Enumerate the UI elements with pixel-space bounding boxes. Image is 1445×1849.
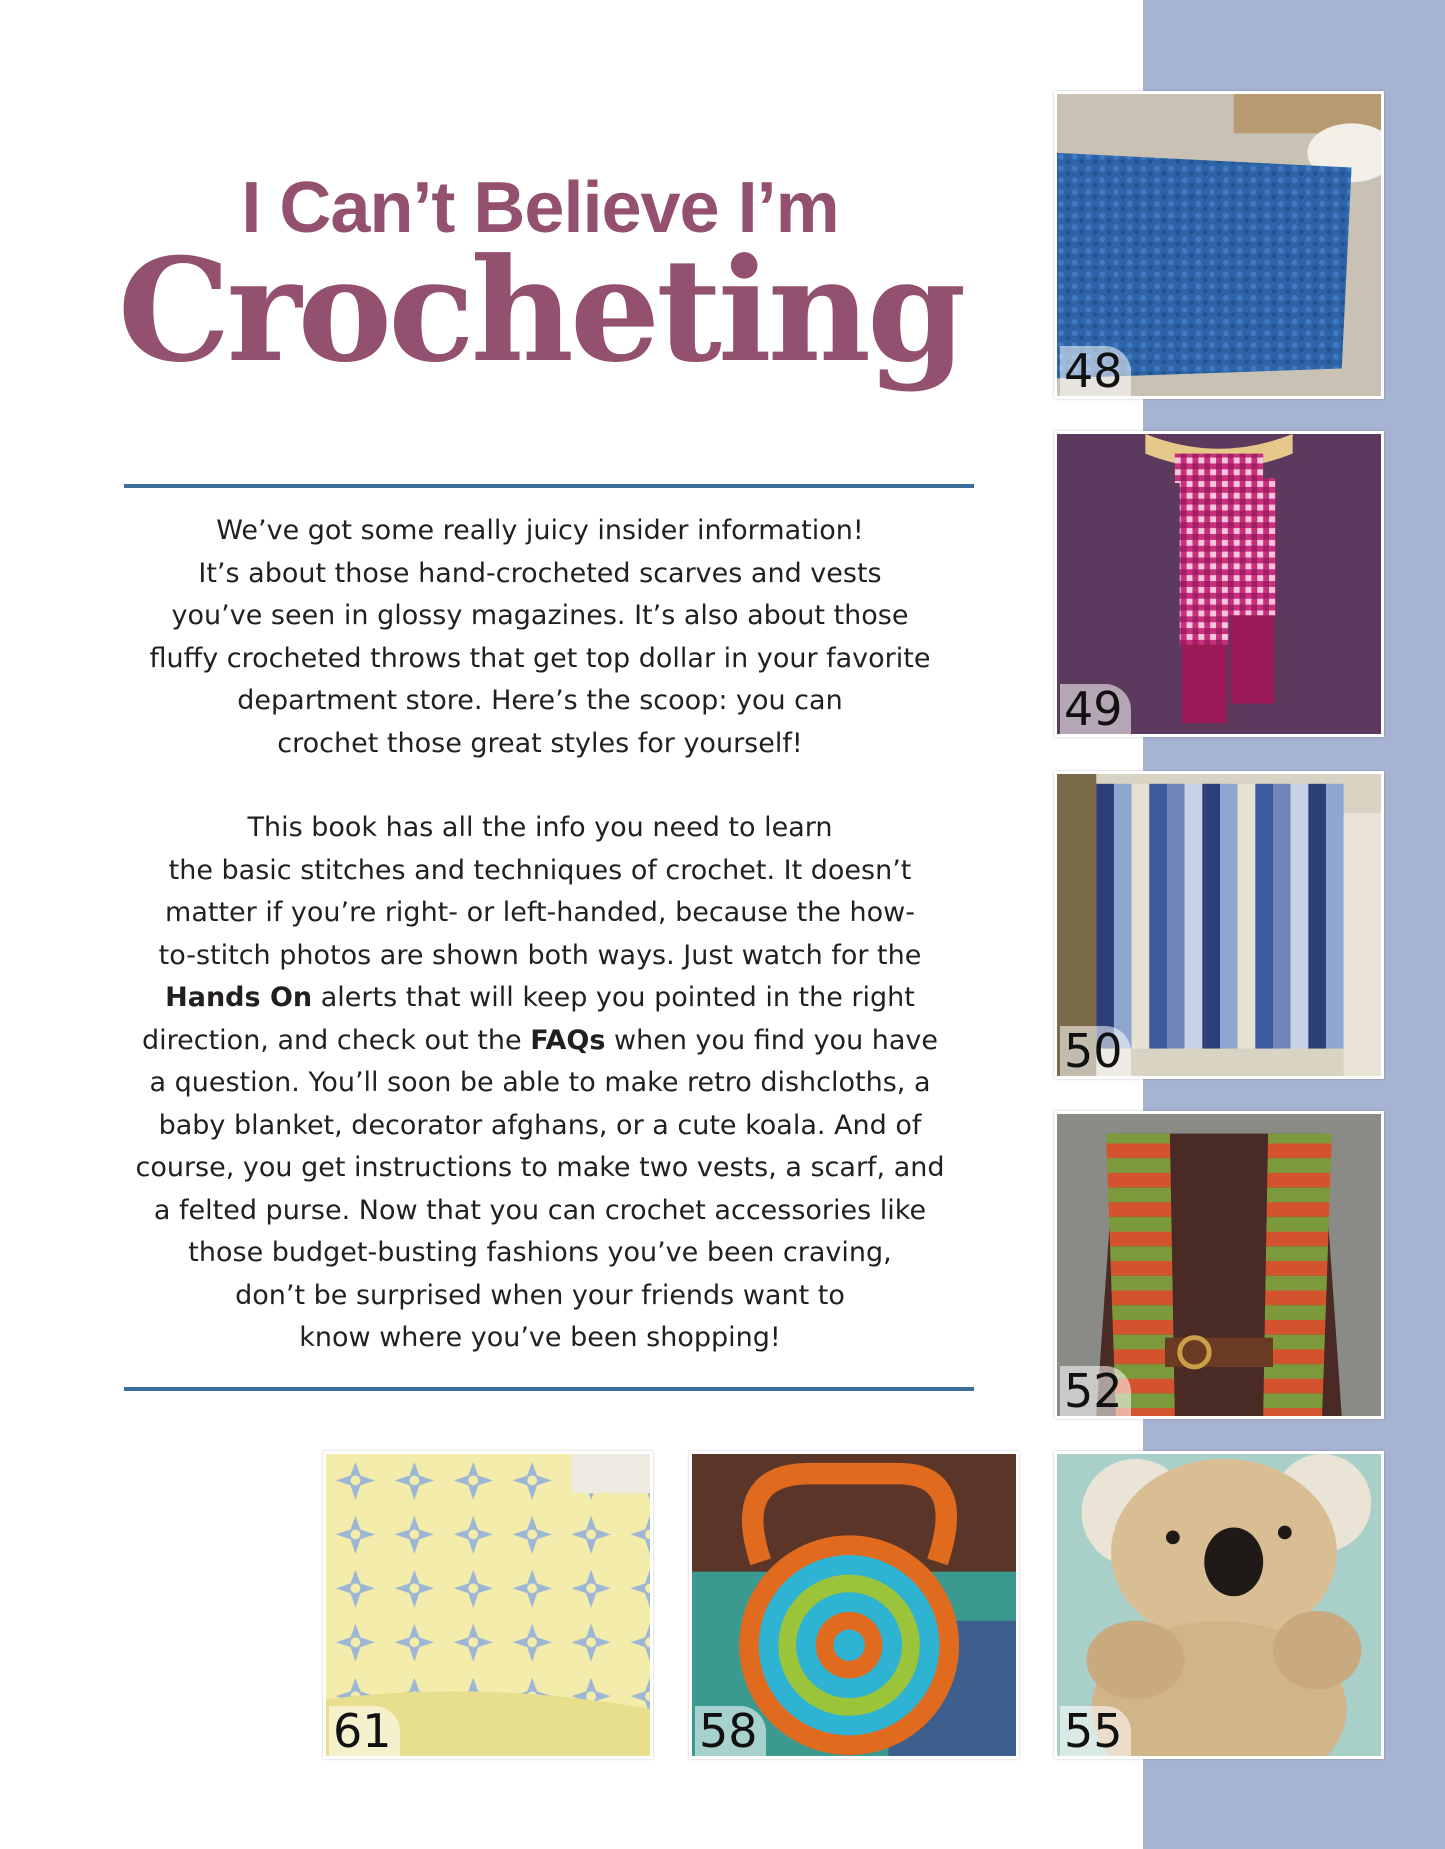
- bottom-divider: [124, 1387, 974, 1391]
- hands-on-term: Hands On: [165, 982, 313, 1013]
- page-number: 58: [695, 1706, 766, 1756]
- intro-text: [130, 510, 950, 1360]
- top-divider: [124, 484, 974, 488]
- page-number: 55: [1060, 1706, 1131, 1756]
- intro-paragraph-1: We’ve got some really juicy insider information! It’s about those hand-crocheted scarves and vests you’ve seen in glossy magazines. It’s also about those fluffy crocheted throws that get top dollar in your favorite department store. Here’s the scoop: you can crochet those great styles for yourself!: [149, 515, 931, 759]
- thumbnail-48: [1054, 91, 1384, 399]
- page-number: 49: [1060, 684, 1131, 734]
- page-number: 48: [1060, 346, 1131, 396]
- faqs-term: FAQs: [530, 1024, 606, 1056]
- page-number: 52: [1060, 1366, 1131, 1416]
- thumbnail-50: [1054, 771, 1384, 1079]
- thumbnail-55: [1054, 1451, 1384, 1759]
- intro-paragraph-2: This book has all the info you need to learn the basic stitches and techniques of crochet. It doesn’t matter if you’re right- or left-handed, because the how- to-stitch photos are shown both ways. Just watch for the Hands On alerts that will keep you pointed in the right direction, and check out the FAQs when you find you have a question. You’ll soon be able to make retro dishcloths, a baby blanket, decorator afghans, or a cute koala. And of course, you get instructions to make two vests, a scarf, and a felted purse. Now that you can crochet accessories like those budget-busting fashions you’ve been craving, don’t be surprised when your friends want to know where you’ve been shopping!: [135, 812, 945, 1353]
- thumbnail-52: [1054, 1111, 1384, 1419]
- title-line-1: I Can’t Believe I’m: [241, 168, 839, 248]
- page-number: 61: [329, 1706, 400, 1756]
- thumbnail-61: [323, 1451, 653, 1759]
- title-line-2: Crocheting: [117, 228, 963, 394]
- thumbnail-58: [689, 1451, 1019, 1759]
- page-number: 50: [1060, 1026, 1131, 1076]
- thumbnail-49: [1054, 431, 1384, 737]
